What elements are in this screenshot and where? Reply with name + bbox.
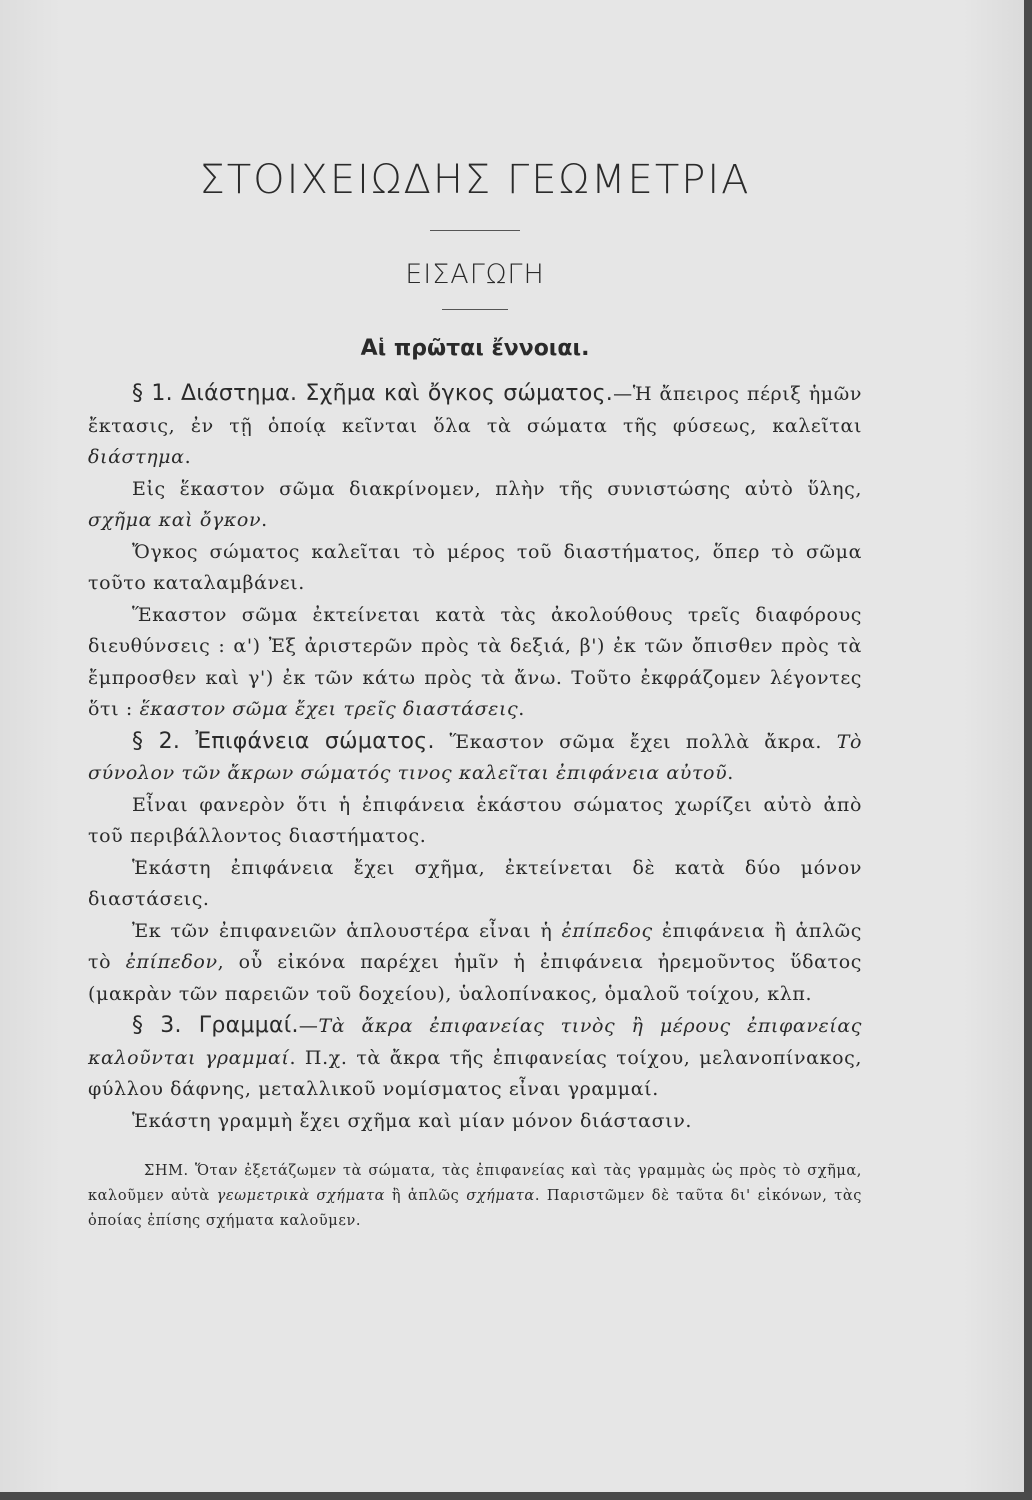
chapter-divider — [442, 309, 508, 310]
section-1-title: § 1. Διάστημα. Σχῆμα καὶ ὄγκος σώματος. — [132, 381, 614, 406]
paragraph-section-1: § 1. Διάστημα. Σχῆμα καὶ ὄγκος σώματος.—Ἡ ἄπειρος πέριξ ἡμῶν ἔκτασις, ἐν τῇ ὁποίᾳ κεῖνται ὅλα τὰ σώματα τῆς φύσεως, καλεῖται διάστημα. — [88, 381, 862, 468]
term-diastima: διάστημα — [88, 446, 185, 468]
section-heading: Αἱ πρῶται ἔννοιαι. — [360, 336, 590, 361]
paragraph-surface-dimensions: Ἑκάστη ἐπιφάνεια ἔχει σχῆμα, ἐκτείνεται δὲ κατὰ δύο μόνον διαστάσεις. — [88, 856, 862, 910]
paragraph-dimensions: Ἕκαστον σῶμα ἐκτείνεται κατὰ τὰς ἀκολούθους τρεῖς διαφόρους διευθύνσεις : α') Ἐξ ἀριστερῶν πρὸς τὰ δεξιά, β') ἐκ τῶν ὄπισθεν πρὸς τὰ ἔμπροσθεν καὶ γ') ἐκ τῶν κάτω πρὸς τὰ ἄνω. Τοῦτο ἐκφράζομεν λέγοντες ὅτι : ἕκαστον σῶμα ἔχει τρεῖς διαστάσεις. — [88, 603, 862, 720]
section-2-title: § 2. Ἐπιφάνεια σώματος. — [132, 728, 435, 754]
paragraph-volume: Ὄγκος σώματος καλεῖται τὸ μέρος τοῦ διαστήματος, ὅπερ τὸ σῶμα τοῦτο καταλαμβάνει. — [88, 540, 862, 594]
paragraph-section-3: § 3. Γραμμαί.—Τὰ ἄκρα ἐπιφανείας τινὸς ἢ μέρους ἐπιφανείας καλοῦνται γραμμαί. Π.χ. τὰ ἄκρα τῆς ἐπιφανείας τοίχου, μελανοπίνακος, φύλλου δάφνης, μεταλλικοῦ νομίσματος εἶναι γραμμαί. — [88, 1013, 862, 1100]
paragraph-surface-separates: Εἶναι φανερὸν ὅτι ἡ ἐπιφάνεια ἑκάστου σώματος χωρίζει αὐτὸ ἀπὸ τοῦ περιβάλλοντος διαστήματος. — [88, 793, 862, 847]
paragraph-shape-volume: Εἰς ἕκαστον σῶμα διακρίνομεν, πλὴν τῆς συνιστώσης αὐτὸ ὕλης, σχῆμα καὶ ὄγκον. — [88, 477, 862, 531]
paragraph-section-2: § 2. Ἐπιφάνεια σώματος. Ἕκαστον σῶμα ἔχει πολλὰ ἄκρα. Τὸ σύνολον τῶν ἄκρων σώματός τινος καλεῖται ἐπιφάνεια αὐτοῦ. — [88, 728, 862, 784]
page-title: ΣΤΟΙΧΕΙΩΔΗΣ ΓΕΩΜΕΤΡΙΑ — [199, 157, 751, 203]
chapter-title: ΕΙΣΑΓΩΓΗ — [405, 259, 545, 290]
title-divider — [430, 230, 520, 231]
footnote: ΣΗΜ. Ὅταν ἐξετάζωμεν τὰ σώματα, τὰς ἐπιφανείας καὶ τὰς γραμμὰς ὡς πρὸς τὸ σχῆμα, καλοῦμεν αὐτὰ γεωμετρικὰ σχήματα ἢ ἁπλῶς σχήματα. Παριστῶμεν δὲ ταῦτα δι' εἰκόνων, τὰς ὁποίας ἐπίσης σχήματα καλοῦμεν. — [88, 1163, 862, 1229]
page-content — [88, 150, 862, 1234]
section-3-title: § 3. Γραμμαί. — [132, 1013, 299, 1038]
paragraph-line-dimension: Ἑκάστη γραμμὴ ἔχει σχῆμα καὶ μίαν μόνον διάστασιν. — [132, 1109, 693, 1132]
paragraph-plane: Ἐκ τῶν ἐπιφανειῶν ἁπλουστέρα εἶναι ἡ ἐπίπεδος ἐπιφάνεια ἢ ἁπλῶς τὸ ἐπίπεδον, οὗ εἰκόνα παρέχει ἡμῖν ἡ ἐπιφάνεια ἠρεμοῦντος ὕδατος (μακρὰν τῶν παρειῶν τοῦ δοχείου), ὑαλοπίνακος, ὁμαλοῦ τοίχου, κλπ. — [88, 919, 862, 1005]
